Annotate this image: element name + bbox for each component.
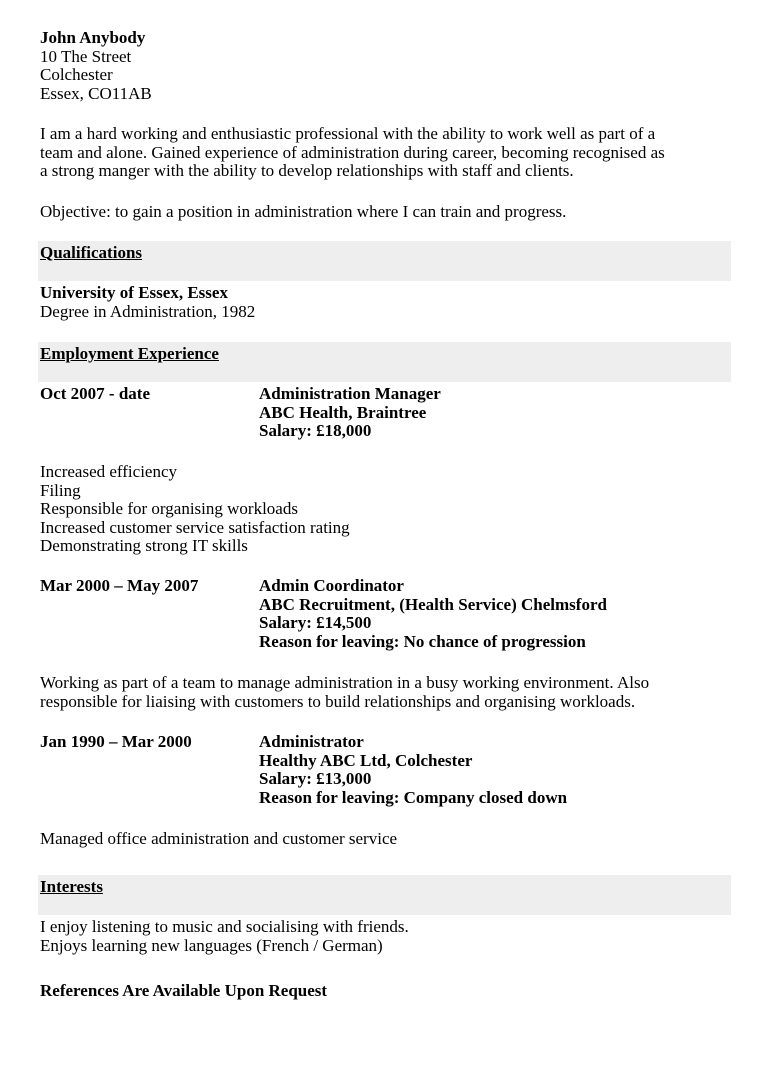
job-salary: Salary: £14,500 <box>259 613 372 632</box>
address-line-2: Colchester <box>40 65 113 84</box>
job-entry <box>40 385 731 441</box>
duty-item: Increased efficiency <box>40 462 178 481</box>
job-title: Administrator <box>259 732 364 751</box>
job-employer: ABC Health, Braintree <box>259 402 427 422</box>
qualifications-section-header <box>38 241 731 281</box>
job-description-line-2: responsible for liaising with customers to build relationships and organising workloads. <box>40 691 636 711</box>
interests-heading: Interests <box>40 877 103 896</box>
address-line-3: Essex, CO11AB <box>40 83 152 103</box>
job-leaving-reason: Reason for leaving: No chance of progression <box>259 631 586 651</box>
profile-line-2: team and alone. Gained experience of administration during career, becoming recognised as <box>40 142 665 162</box>
objective: Objective: to gain a position in administration where I can train and progress. <box>40 202 567 221</box>
job-description <box>40 674 649 711</box>
profile-line-1: I am a hard working and enthusiastic professional with the ability to work well as part of a <box>40 124 656 143</box>
job-description-line-1: Working as part of a team to manage administration in a busy working environment. Also <box>40 673 650 692</box>
job-details <box>259 577 607 651</box>
profile-line-3: a strong manger with the ability to develop relationships with staff and clients. <box>40 161 574 180</box>
employment-section-header <box>38 342 731 382</box>
profile-paragraph <box>40 125 665 181</box>
job-duties-list <box>40 463 350 556</box>
employment-heading: Employment Experience <box>40 344 219 363</box>
qualifications-heading: Qualifications <box>40 243 143 262</box>
duty-item: Demonstrating strong IT skills <box>40 536 248 555</box>
interests-text <box>40 918 409 955</box>
qualification-entry <box>40 284 255 321</box>
interests-line-2: Enjoys learning new languages (French / German) <box>40 935 383 955</box>
interests-line-1: I enjoy listening to music and socialising with friends. <box>40 917 409 936</box>
job-details <box>259 385 441 441</box>
job-dates: Jan 1990 – Mar 2000 <box>40 732 192 751</box>
job-employer: ABC Recruitment, (Health Service) Chelmsford <box>259 594 607 614</box>
job-salary: Salary: £18,000 <box>259 421 372 440</box>
duty-item: Responsible for organising workloads <box>40 499 298 518</box>
job-dates: Mar 2000 – May 2007 <box>40 576 199 595</box>
job-title: Admin Coordinator <box>259 576 404 595</box>
job-entry <box>40 733 731 807</box>
duty-item: Filing <box>40 480 81 500</box>
job-details <box>259 733 567 807</box>
references-note: References Are Available Upon Request <box>40 981 328 1000</box>
duty-item: Increased customer service satisfaction rating <box>40 517 350 537</box>
job-employer: Healthy ABC Ltd, Colchester <box>259 750 473 770</box>
job-entry <box>40 577 731 651</box>
contact-block <box>40 29 152 103</box>
job-dates: Oct 2007 - date <box>40 384 151 403</box>
qualification-degree: Degree in Administration, 1982 <box>40 301 256 321</box>
address-line-1: 10 The Street <box>40 46 132 66</box>
job-title: Administration Manager <box>259 384 441 403</box>
job-leaving-reason: Reason for leaving: Company closed down <box>259 787 568 807</box>
interests-section-header <box>38 875 731 915</box>
candidate-name: John Anybody <box>40 28 146 47</box>
qualification-institution: University of Essex, Essex <box>40 283 228 302</box>
job-salary: Salary: £13,000 <box>259 769 372 788</box>
job-description: Managed office administration and customer service <box>40 829 398 848</box>
